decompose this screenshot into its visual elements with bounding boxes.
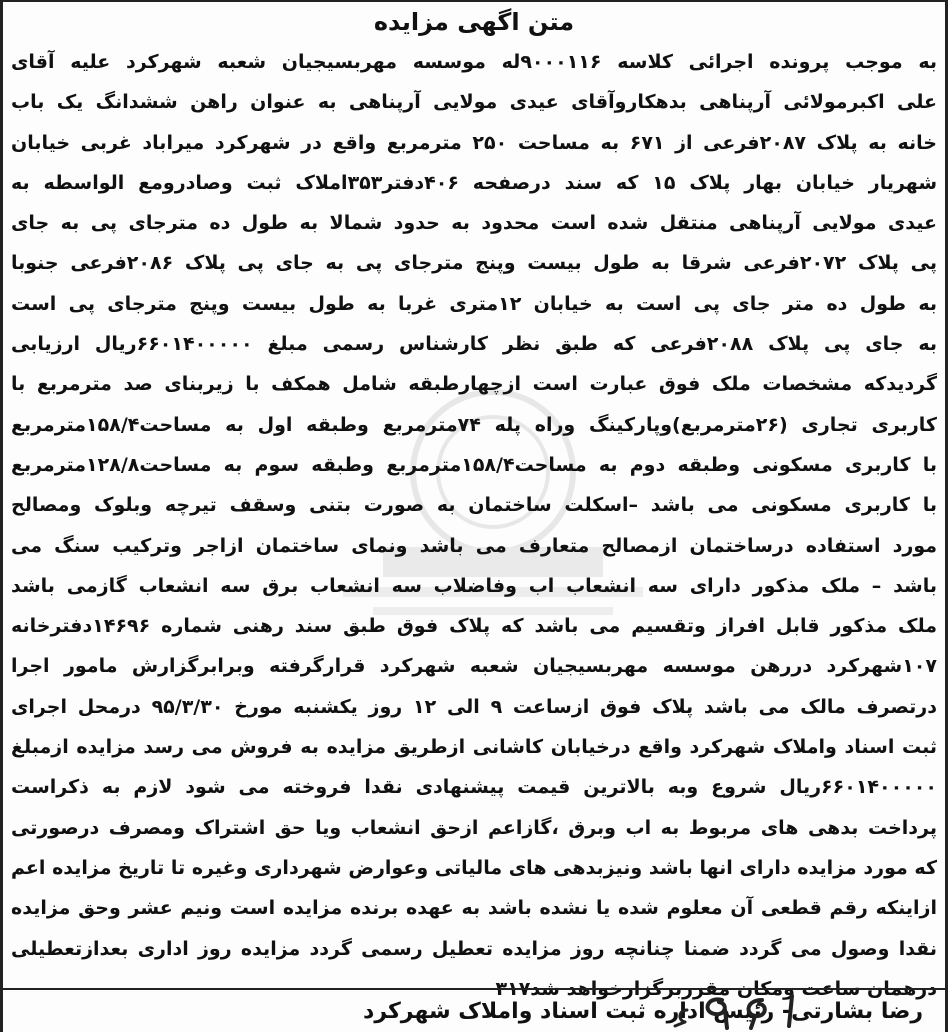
handwritten-number bbox=[667, 990, 817, 1030]
body-line: که مورد مزایده دارای انها باشد ونیزبدهی های مالیاتی وعوارض شهرداری وغیره تا تاریخ مزایده اعم bbox=[11, 856, 937, 879]
body-line: درتصرف مالک می باشد پلاک فوق ازساعت ۹ الی ۱۲ روز یکشنبه مورخ ۹۵/۳/۳۰ درمحل اجرای bbox=[11, 695, 937, 718]
body-line: کاربری تجاری (۲۶مترمربع)وپارکینگ وراه پله ۷۴مترمربع وطبقه اول به مساحت۱۵۸/۴مترمربع bbox=[11, 413, 937, 436]
body-line: پی پلاک ۲۰۷۲فرعی شرقا به طول بیست وپنج مترجای پی به جای پی پلاک ۲۰۸۶فرعی جنوبا bbox=[11, 252, 937, 275]
body-line: درهمان ساعت ومکان مقرربرگزارخواهد شد۳۱۷ bbox=[495, 977, 937, 1000]
body-line: ۶۶۰۱۴۰۰۰۰۰ریال شروع وبه بالاترین قیمت پیشنهادی نقدا فروخته می شود لازم به ذکراست bbox=[11, 776, 937, 799]
body-line: به جای پی پلاک ۲۰۸۸فرعی که طبق نظر کارشناس رسمی مبلغ ۶۶۰۱۴۰۰۰۰۰ریال ارزیابی bbox=[11, 333, 937, 356]
notice-body bbox=[11, 42, 937, 1009]
body-line: عیدی مولایی آرپناهی منتقل شده است محدود به حدود شمالا به طول ده مترجای پی به جای bbox=[11, 212, 937, 235]
body-line: ازاینکه رقم قطعی آن معلوم شده یا نشده باشد به عهده برنده مزایده است ونیم عشر وحق مزایده bbox=[11, 897, 937, 920]
body-line: خانه به پلاک ۲۰۸۷فرعی از ۶۷۱ به مساحت ۲۵۰ مترمربع واقع در شهرکرد میراباد غربی خیابان bbox=[11, 131, 937, 154]
body-line: مورد استفاده درساختمان ازمصالح متعارف می باشد ونمای ساختمان ازاجر وترکیب سنگ می bbox=[11, 534, 937, 557]
body-line: به طول ده متر جای پی است به خیابان ۱۲متری غربا به طول بیست وپنج مترجای پی است bbox=[11, 292, 937, 315]
body-line: با کاربری مسکونی وطبقه دوم به مساحت۱۵۸/۴مترمربع وطبقه سوم به مساحت۱۲۸/۸مترمربع bbox=[11, 453, 937, 476]
body-line: ملک مذکور قابل افراز وتقسیم می باشد که پلاک فوق طبق سند رهنی شماره ۱۴۶۹۶دفترخانه bbox=[11, 615, 937, 638]
body-line: پرداخت بدهی های مربوط به اب وبرق ،گازاعم ازحق انشعاب ویا حق اشتراک ومصرف درصورتی bbox=[11, 816, 937, 839]
body-line: نقدا وصول می گردد ضمنا چنانچه روز مزایده تعطیل رسمی گردد مزایده روز اداری بعدازتعطیلی bbox=[11, 937, 937, 960]
body-line: به موجب پرونده اجرائی کلاسه ۹۰۰۰۱۱۶له موسسه مهربسیجیان شعبه شهرکرد علیه آقای bbox=[11, 51, 937, 73]
notice-title: متن اگهی مزایده bbox=[373, 8, 575, 36]
body-line: شهریار خیابان بهار پلاک ۱۵ که سند درصفحه ۴۰۶دفتر۳۵۳املاک ثبت وصادرومع الواسطه به bbox=[11, 171, 937, 194]
body-line: ۱۰۷شهرکرد دررهن موسسه مهربسیجیان شعبه شهرکرد قرارگرفته وبرابرگزارش مامور اجرا bbox=[11, 655, 937, 678]
body-line: ثبت اسناد واملاک شهرکرد واقع درخیابان کاشانی ازطریق مزایده به فروش می رسد مزایده ازمبلغ bbox=[11, 736, 937, 759]
body-line: با کاربری مسکونی می باشد –اسکلت ساختمان به صورت بتنی وسقف تیرچه وبلوک ومصالح bbox=[11, 494, 937, 517]
body-line: گردیدکه مشخصات ملک فوق عبارت است ازچهارطبقه شامل همکف با زیربنای صد مترمربع با bbox=[11, 373, 937, 396]
signature: رضا بشارتی- رئیس اداره ثبت اسناد واملاک شهرکرد bbox=[363, 998, 923, 1024]
body-line: علی اکبرمولائی آرپناهی بدهکاروآقای عیدی مولایی آرپناهی به عنوان راهن ششدانگ یک باب bbox=[11, 91, 937, 114]
body-line: باشد – ملک مذکور دارای سه انشعاب اب وفاضلاب سه انشعاب برق سه انشعاب گازمی باشد bbox=[11, 574, 937, 597]
